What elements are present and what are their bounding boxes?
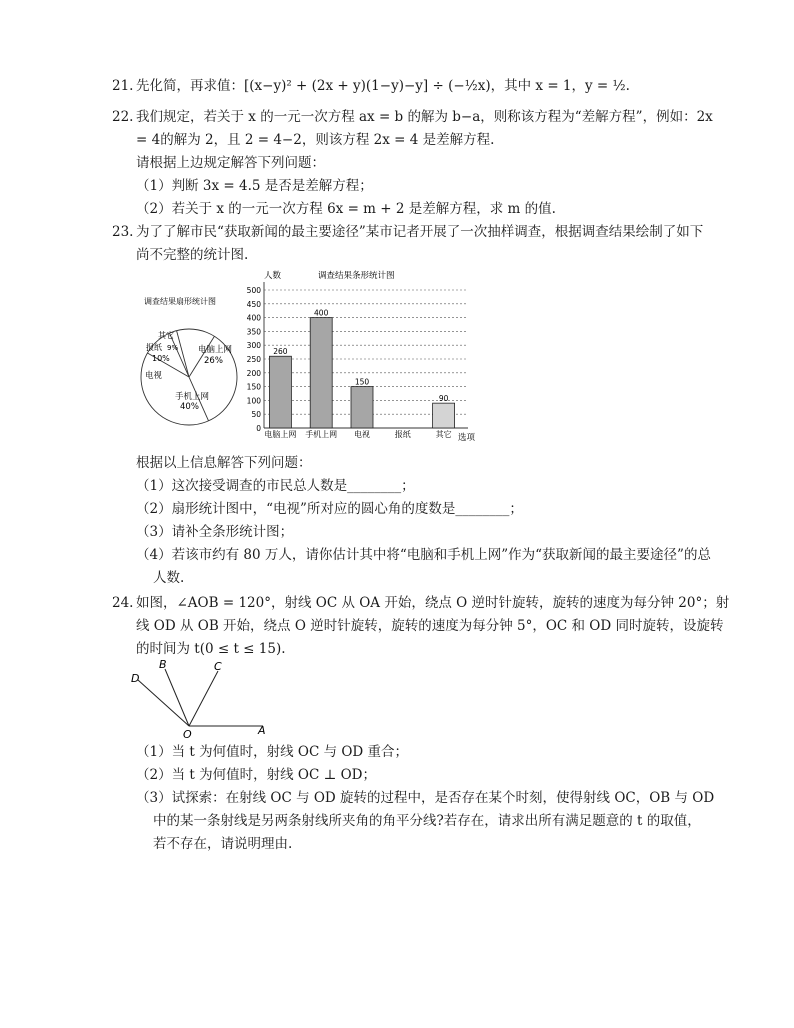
bar-0 [269,356,291,428]
q22-line2: = 4的解为 2，且 2 = 4−2，则该方程 2x = 4 是差解方程. [136,132,495,148]
pie-chart [138,290,240,440]
label-d: D [131,672,140,685]
bar-y-tick-labels [247,286,262,433]
q24-line2: 线 OD 从 OB 开始，绕点 O 逆时针旋转，旋转的速度为每分钟 5°，OC 和 OD 同时旋转，设旋转 [136,618,724,634]
q24-line1: 如图，∠AOB = 120°，射线 OC 从 OA 开始，绕点 O 逆时针旋转，旋转的速度为每分钟 20°；射 [136,595,730,611]
bar-value-label: 90 [438,394,449,404]
bar-value-label: 400 [314,308,329,318]
bar-y-tick-label: 150 [246,382,261,392]
pie-label-other: 其它 [158,331,174,340]
q23-part4-cont: 人数. [153,570,185,586]
pie-title: 调查结果扇形统计图 [144,297,216,306]
bar-y-tick-label: 500 [246,286,261,295]
pie-label-phone: 手机上网 [175,392,210,402]
q23-number: 23. [112,224,134,240]
q23-line3: 根据以上信息解答下列问题： [136,455,312,471]
q22-number: 22. [112,109,134,125]
pie-label-newspaper-pct: 10% [152,354,170,363]
bar-y-tick-label: 0 [256,424,261,433]
bar-y-tick-label: 450 [246,299,261,309]
label-o: O [183,728,192,740]
angle-figure [128,656,274,740]
bar-value-label: 260 [273,347,288,357]
q22-part2: （2）若关于 x 的一元一次方程 6x = m + 2 是差解方程，求 m 的值. [136,201,556,217]
label-a: A [258,724,266,737]
pie-label-phone-pct: 40% [180,402,199,412]
bar-y-tick-label: 250 [246,355,261,364]
bar-4 [433,403,455,428]
q22-line3: 请根据上边规定解答下列问题： [136,155,325,171]
q22-part1: （1）判断 3x = 4.5 是否是差解方程； [136,178,373,194]
bar-x-tick-label: 其它 [435,430,452,439]
ray-oc [189,671,218,726]
pie-label-computer: 电脑上网 [198,345,233,355]
q23-part4: （4）若该市约有 80 万人，请你估计其中将“电脑和手机上网”作为“获取新闻的最主要途径”的总 [136,547,711,563]
q24-part2: （2）当 t 为何值时，射线 OC ⊥ OD； [136,767,376,783]
bar-y-tick-label: 350 [246,327,261,337]
bar-value-label: 150 [354,377,370,387]
label-b: B [159,658,167,671]
bar-1 [310,318,332,428]
q24-part1: （1）当 t 为何值时，射线 OC 与 OD 重合； [136,744,409,760]
q23-part2: （2）扇形统计图中，“电视”所对应的圆心角的度数是________； [136,501,523,517]
bar-xlabel: 选项 [458,433,476,443]
bar-y-tick-label: 100 [246,396,261,406]
q24-line3: 的时间为 t(0 ≤ t ≤ 15). [136,641,286,657]
bar-x-tick-labels [264,429,451,439]
q23-line2: 尚不完整的统计图. [136,247,249,263]
bar-chart [238,268,483,444]
pie-label-other-pct: 9% [167,344,179,352]
ray-od [138,680,189,726]
bar-title: 调查结果条形统计图 [318,271,395,281]
q21-text: 先化简，再求值：[(x−y)² + (2x + y)(1−y)−y] ÷ (−½x)，其中 x = 1，y = ½. [136,78,630,94]
label-c: C [214,660,222,673]
q24-number: 24. [112,595,134,611]
bar-y-tick-label: 50 [251,410,261,420]
bar-x-tick-label: 电视 [354,430,370,439]
q23-line1: 为了了解市民“获取新闻的最主要途径”某市记者开展了一次抽样调查，根据调查结果绘制了如下 [136,224,704,240]
q23-part1: （1）这次接受调查的市民总人数是________； [136,478,415,494]
q24-part3-c: 若不存在，请说明理由. [153,836,293,852]
pie-label-newspaper: 报纸 [146,343,162,352]
bar-ylabel: 人数 [264,271,282,281]
bar-bars [269,309,454,428]
bar-2 [351,387,373,428]
q24-part3-a: （3）试探索：在射线 OC 与 OD 旋转的过程中，是否存在某个时刻，使得射线 OC，OB 与 OD [136,790,715,806]
bar-x-tick-label: 电脑上网 [264,430,297,439]
q24-part3-b: 中的某一条射线是另两条射线所夹角的角平分线?若存在，请求出所有满足题意的 t 的取值， [153,813,701,829]
bar-y-tick-label: 300 [246,341,261,351]
q22-line1: 我们规定，若关于 x 的一元一次方程 ax = b 的解为 b−a，则称该方程为“差解方程”，例如：2x [136,109,713,125]
q23-part3: （3）请补全条形统计图； [136,524,294,540]
ray-ob [165,669,189,726]
pie-label-tv: 电视 [145,371,163,381]
bar-x-tick-label: 报纸 [394,430,411,439]
bar-x-tick-label: 手机上网 [305,430,338,439]
pie-label-computer-pct: 26% [204,356,223,366]
bar-y-tick-label: 400 [246,313,261,323]
bar-y-tick-label: 200 [246,368,261,378]
q21-number: 21. [112,78,134,94]
